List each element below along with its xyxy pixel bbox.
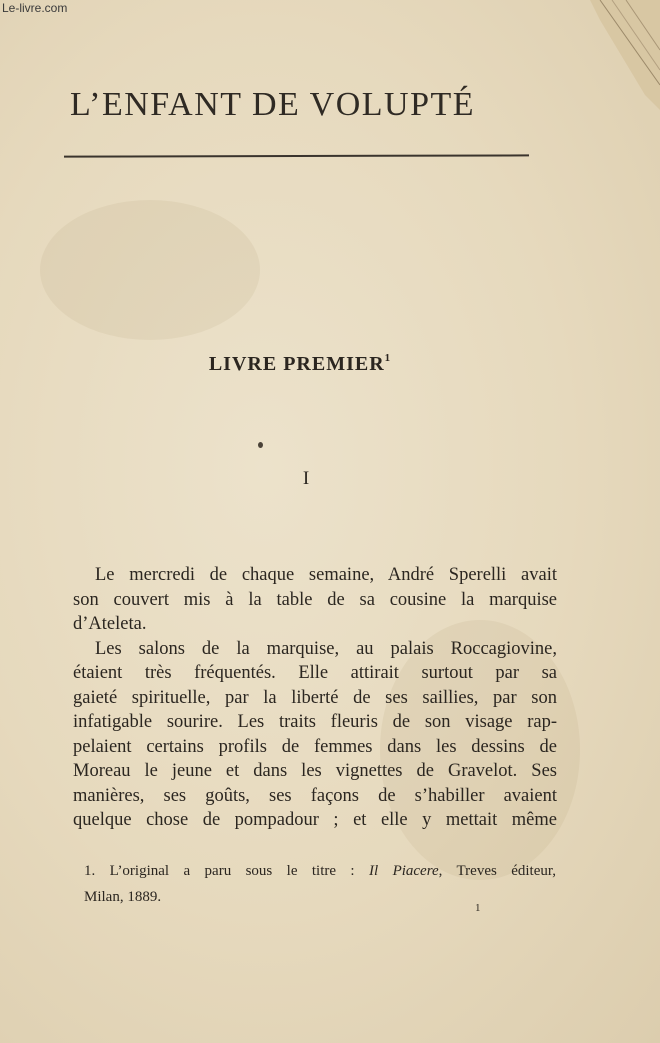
- paper-stain: [40, 200, 260, 340]
- footnote-line: Milan, 1889.: [84, 889, 162, 905]
- body-line: pelaient certains profils de femmes dans les dessins de: [73, 736, 557, 757]
- chapter-number: I: [302, 468, 310, 489]
- body-line: Le mercredi de chaque semaine, André Sperelli avait: [95, 565, 557, 585]
- part-heading: [0, 352, 600, 376]
- body-line: quelque chose de pompadour ; et elle y mettait même: [73, 810, 557, 830]
- footnote-work-title: Il Piacere: [369, 863, 439, 879]
- body-line: son couvert mis à la table de sa cousine la marquise: [73, 589, 557, 610]
- footnote-number: 1.: [84, 863, 96, 879]
- ink-dot: [258, 442, 263, 448]
- watermark: Le-livre.com: [2, 1, 68, 15]
- title-rule: [64, 154, 529, 157]
- body-line: manières, ses goûts, ses façons de s’habiller avaient: [73, 785, 557, 806]
- body-line: Les salons de la marquise, au palais Roccagiovine,: [95, 638, 557, 659]
- body-line: Moreau le jeune et dans les vignettes de Gravelot. Ses: [73, 761, 557, 781]
- body-line: d’Ateleta.: [73, 614, 147, 634]
- footnote-publisher: , Treves éditeur,: [438, 863, 557, 879]
- footnote-line: [84, 858, 556, 884]
- signature-mark: 1: [475, 902, 481, 914]
- footnote-text: L’original a paru sous le titre :: [109, 863, 355, 879]
- body-line: infatigable sourire. Les traits fleuris de son visage rap-: [73, 712, 557, 732]
- body-line: étaient très fréquentés. Elle attirait surtout par sa: [73, 663, 557, 683]
- footnote: [84, 858, 556, 910]
- body-text: [73, 563, 557, 833]
- body-line: gaieté spirituelle, par la liberté de ses saillies, par son: [73, 687, 557, 708]
- torn-page-edge: [590, 0, 660, 110]
- book-title: L’ENFANT DE VOLUPTÉ: [70, 86, 476, 123]
- part-heading-text: LIVRE PREMIER: [208, 353, 385, 375]
- footnote-ref: 1: [384, 352, 392, 364]
